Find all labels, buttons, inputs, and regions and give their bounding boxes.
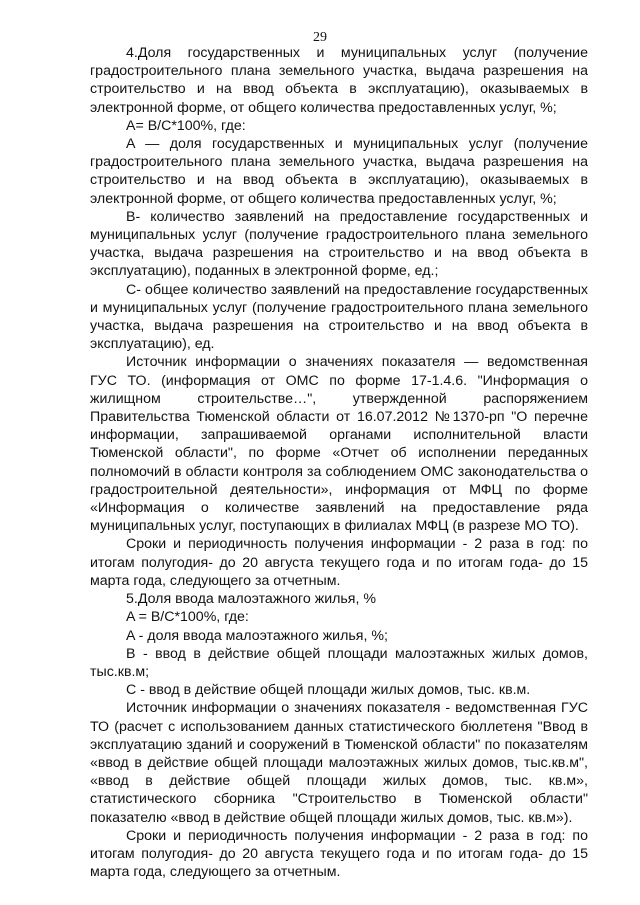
definition-c-2: C - ввод в действие общей площади жилых домов, тыс. кв.м.	[126, 682, 531, 699]
document-body	[90, 44, 588, 881]
source-info-1: Источник информации о значениях показателя — ведомственная ГУС ТО. (информация от ОМС по форме 17-1.4.6. "Информация о жилищном строительстве…", утвержденной распоряжением Правительства Тюменской области от 16.07.2012 №1370-рп "О перечне информации, запрашиваемой органами исполнительной власти Тюменской области", по форме «Отчет об исполнении переданных полномочий в области контроля за соблюдением ОМС законодательства о градостроительной деятельности», информация от МФЦ по форме «Информация о количестве заявлений на предоставление ряда муниципальных услуг, поступающих в филиалах МФЦ (в разрезе МО ТО).	[90, 354, 588, 535]
definition-a: A — доля государственных и муниципальных услуг (получение градостроительного плана земельного участка, выдача разрешения на строительство и на ввод объекта в эксплуатацию), оказываемых в электронной форме, от общего количества предоставленных услуг, %;	[90, 136, 588, 207]
source-info-2: Источник информации о значениях показателя - ведомственная ГУС ТО (расчет с использованием данных статистического бюллетеня "Ввод в эксплуатацию зданий и сооружений в Тюменской области" по показателям «ввод в действие общей площади малоэтажных жилых домов, тыс.кв.м", «ввод в действие общей площади жилых домов, тыс. кв.м», статистического сборника "Строительство в Тюменской области" показателю «ввод в действие общей площади жилых домов, тыс. кв.м»).	[90, 700, 588, 826]
definition-b: B- количество заявлений на предоставление государственных и муниципальных услуг (получение градостроительного плана земельного участка, выдача разрешения на строительство и на ввод объекта в эксплуатацию), поданных в электронной форме, ед.;	[90, 208, 588, 280]
paragraph-item-4-title: 4.Доля государственных и муниципальных услуг (получение градостроительного плана земельного участка, выдача разрешения на строительство и на ввод объекта в эксплуатацию), оказываемых в электронной форме, от общего количества предоставленных услуг, %;	[90, 45, 588, 116]
paragraph-item-5-title: 5.Доля ввода малоэтажного жилья, %	[126, 591, 376, 608]
timing-info-1: Сроки и периодичность получения информации - 2 раза в год: по итогам полугодия- до 20 августа текущего года и по итогам года- до 15 марта года, следующего за отчетным.	[90, 536, 588, 589]
page-number: 29	[313, 30, 327, 45]
formula-b: A = B/C*100%, где:	[126, 609, 249, 626]
definition-a-2: A - доля ввода малоэтажного жилья, %;	[126, 627, 388, 644]
timing-info-2: Сроки и периодичность получения информации - 2 раза в год: по итогам полугодия- до 20 августа текущего года и по итогам года- до 15 марта года, следующего за отчетным.	[90, 827, 588, 881]
formula-a: A= B/C*100%, где:	[126, 117, 246, 134]
definition-c: C- общее количество заявлений на предоставление государственных и муниципальных услуг (получение градостроительного плана земельного участка, выдача разрешения на строительство и на ввод объекта в эксплуатацию), ед.	[90, 281, 588, 353]
definition-b-2: B - ввод в действие общей площади малоэтажных жилых домов, тыс.кв.м;	[90, 645, 588, 680]
